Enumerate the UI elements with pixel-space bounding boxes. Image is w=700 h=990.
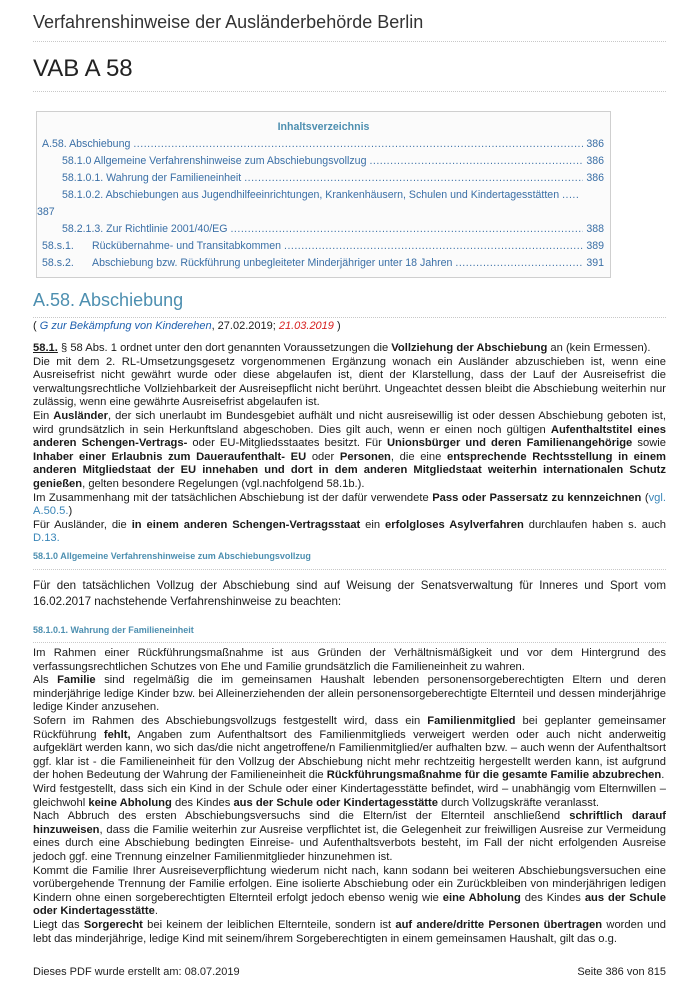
toc-entry-label: A.58. Abschiebung [42,138,131,150]
toc-entry-page: 391 [586,257,604,269]
toc-entry-page: 386 [586,172,604,184]
document-title: VAB A 58 [33,55,666,92]
toc-entry-number: 58.s.1. [42,240,74,252]
toc-entry-label: 58.1.0 Allgemeine Verfahrenshinweise zum Abschiebungsvollzug [62,155,367,167]
crossref-link[interactable]: D.13. [33,532,60,545]
toc-leader-dots [133,136,583,153]
toc-entry-page: 386 [586,155,604,167]
paragraph-number: 58.1. [33,342,58,354]
ref-open-paren: ( [33,320,37,332]
paragraph: Liegt das Sorgerecht bei keinem der leiblichen Elternteile, sondern ist auf andere/dritte Personen übertragen worden und lebt das minderjährige, ledige Kind mit seinem/ihrem Sorgeberechtigten in einem gemeinsamen Haushalt, gilt das o.g. [33,918,667,945]
toc-entry[interactable] [37,153,610,170]
toc-entry[interactable] [37,187,610,221]
toc-entry[interactable] [37,221,610,238]
toc-entry-label: Rückübernahme- und Transitabkommen [92,240,282,252]
paragraph: Im Zusammenhang mit der tatsächlichen Abschiebung ist der dafür verwendete Pass oder Passersatz zu kennzeichnen (vgl. A.50.5.) [33,491,666,518]
paragraph: Als Familie sind regelmäßig die im gemeinsamen Haushalt lebenden personensorgeberechtigten Eltern und deren minderjährige ledige Kinder bzw. bei Alleinerziehenden der allein personensorgeberechtigte Elternteil und dessen minderjährige ledige Kinder anzusehen. [33,674,666,714]
footer-created-date: Dieses PDF wurde erstellt am: 08.07.2019 [33,966,240,978]
legal-reference [33,320,341,332]
crossref-link[interactable]: vgl. A.50.5. [33,491,666,518]
toc-leader-dots: ..... [562,189,580,201]
toc-entry-page: 388 [586,223,604,235]
toc-entry[interactable] [37,238,610,255]
toc-entry-page: 389 [586,240,604,252]
toc-entry[interactable] [37,255,610,272]
ref-date: , 27.02.2019; [211,320,276,332]
paragraph: Im Rahmen einer Rückführungsmaßnahme ist aus Gründen der Verhältnismäßigkeit und vor dem Hintergrund des verfassungsrechtlichen Schutzes von Ehe und Familie grundsätzlich die Familieneinheit zu wahren. [33,647,666,673]
toc-title: Inhaltsverzeichnis [277,121,370,133]
ref-date-highlight: 21.03.2019 [278,320,334,332]
subsection-heading: 58.1.0 Allgemeine Verfahrenshinweise zum Abschiebungsvollzug [33,550,666,570]
ref-close-paren: ) [336,320,341,332]
paragraph: Ein Ausländer, der sich unerlaubt im Bundesgebiet aufhält und nicht ausreisewillig ist oder dessen Abschiebung geboten ist, wird grundsätzlich in sein Herkunftsland abgeschoben. Dies gilt auch, wenn er einen noch gültigen Aufenthaltstitel eines anderen Schengen-Vertrags- oder EU-Mitgliedsstaates besitzt. Für Unionsbürger und deren Familienangehörige sowie Inhaber einer Erlaubnis zum Daueraufenthalt- EU oder Personen, die eine entsprechende Rechtsstellung in einem anderen Mitgliedstaat der EU innehaben und dort in dem anderen Mitgliedstaat weiterhin internationalen Schutz genießen, gelten besondere Regelungen (vgl.nachfolgend 58.1b.). [33,409,667,490]
toc-entry-page: 387 [37,206,55,218]
toc-entry-label: 58.1.0.1. Wahrung der Familieneinheit [62,172,242,184]
law-link[interactable]: G zur Bekämpfung von Kinderehen [39,320,212,332]
toc-leader-dots [455,255,583,272]
paragraph: 58.1. § 58 Abs. 1 ordnet unter den dort genannten Voraussetzungen die Vollziehung der Abschiebung an (kein Ermessen). [33,342,651,354]
toc-entry-label: Abschiebung bzw. Rückführung unbegleiteter Minderjähriger unter 18 Jahren [92,257,453,269]
toc-leader-dots [369,153,583,170]
toc-leader-dots [230,221,583,238]
table-of-contents [36,111,611,278]
toc-entry[interactable] [37,136,610,153]
paragraph: Kommt die Familie Ihrer Ausreiseverpflichtung wiederum nicht nach, kann sodann bei weiteren Abschiebungsversuchen eine vorübergehende Trennung der Familie erfolgen. Eine isolierte Abschiebung oder ein Zurückbleiben von minderjährigen ledigen Kindern ohne einen sorgeberechtigten Elternteil erfolgt jedoch ebenso wenig wie eine Abholung des Kindes aus der Schule oder Kindertagesstätte. [33,864,666,918]
body-text [33,342,666,946]
section-heading: A.58. Abschiebung [33,290,666,318]
paragraph: Wird festgestellt, dass sich ein Kind in der Schule oder einer Kindertagesstätte befindet, wird – unabhängig vom Elternwillen – gleichwohl keine Abholung des Kindes aus der Schule oder Kindertagesstätte durch Vollzugskräfte veranlasst. [33,783,666,809]
toc-entry[interactable] [37,170,610,187]
toc-leader-dots [244,170,583,187]
subsection-heading: 58.1.0.1. Wahrung der Familieneinheit [33,624,666,644]
paragraph: Für Ausländer, die in einem anderen Schengen-Vertragsstaat ein erfolgloses Asylverfahren durchlaufen haben s. auch D.13. [33,518,666,545]
toc-entry-number: 58.s.2. [42,257,74,269]
footer-page-number: Seite 386 von 815 [577,966,666,978]
toc-leader-dots [284,238,583,255]
paragraph: Für den tatsächlichen Vollzug der Abschiebung sind auf Weisung der Senatsverwaltung für Inneres und Sport vom 16.02.2017 nachstehende Verfahrenshinweise zu beachten: [33,578,666,608]
paragraph: Nach Abbruch des ersten Abschiebungsversuchs sind die Eltern/ist der Elternteil anschließend schriftlich darauf hinzuweisen, dass die Familie weiterhin zur Ausreise verpflichtet ist, die Gelegenheit zur freiwilligen Ausreise zur Vermeidung eines durch eine Abschiebung bedingten Einreise- und Aufenthaltsverbots besteht, im Fall der nicht erfolgenden Ausreise jedoch ggf. eine Trennung einzelner Familienmitglieder hinzunehmen ist. [33,810,667,863]
site-header-title: Verfahrenshinweise der Ausländerbehörde Berlin [33,12,666,42]
toc-entry-label: 58.2.1.3. Zur Richtlinie 2001/40/EG [62,223,228,235]
toc-entry-label: 58.1.0.2. Abschiebungen aus Jugendhilfeeinrichtungen, Krankenhäusern, Schulen und Kindertagesstätten [62,189,560,201]
toc-entry-page: 386 [586,138,604,150]
page-footer [33,966,666,978]
paragraph: Die mit dem 2. RL-Umsetzungsgesetz vorgenommenen Ergänzung wonach ein Ausländer abzuschieben ist, wenn eine Ausreisefrist nicht gewährt wurde oder diese abgelaufen ist, dient der Klarstellung, dass der Lauf der Ausreisefrist die verwaltungsrechtliche Vollziehbarkeit der Ausreisepflicht nicht berührt. Ungeachtet dessen bleibt die Abschiebung weiterhin nur zulässig, wenn eine gewährte Ausreisefrist abgelaufen ist. [33,355,666,409]
paragraph: Sofern im Rahmen des Abschiebungsvollzugs festgestellt wird, dass ein Familienmitglied bei geplanter gemeinsamer Rückführung fehlt, Angaben zum Aufenthaltsort des Familienmitglieds verweigert werden oder auch nicht anderweitig aufgeklärt werden kann, wo sich das/die nicht angetroffene/n Familienmitglied/er aufhalten bzw. – auch wenn der Aufenthaltsort ggf. klar ist - die Familieneinheit für den Vollzug der Abschiebung nicht mehr rechtzeitig hergestellt werden kann, ist aufgrund der hohen Bedeutung der Wahrung der Familieneinheit die Rückführungsmaßnahme für die gesamte Familie abzubrechen. [33,715,667,782]
